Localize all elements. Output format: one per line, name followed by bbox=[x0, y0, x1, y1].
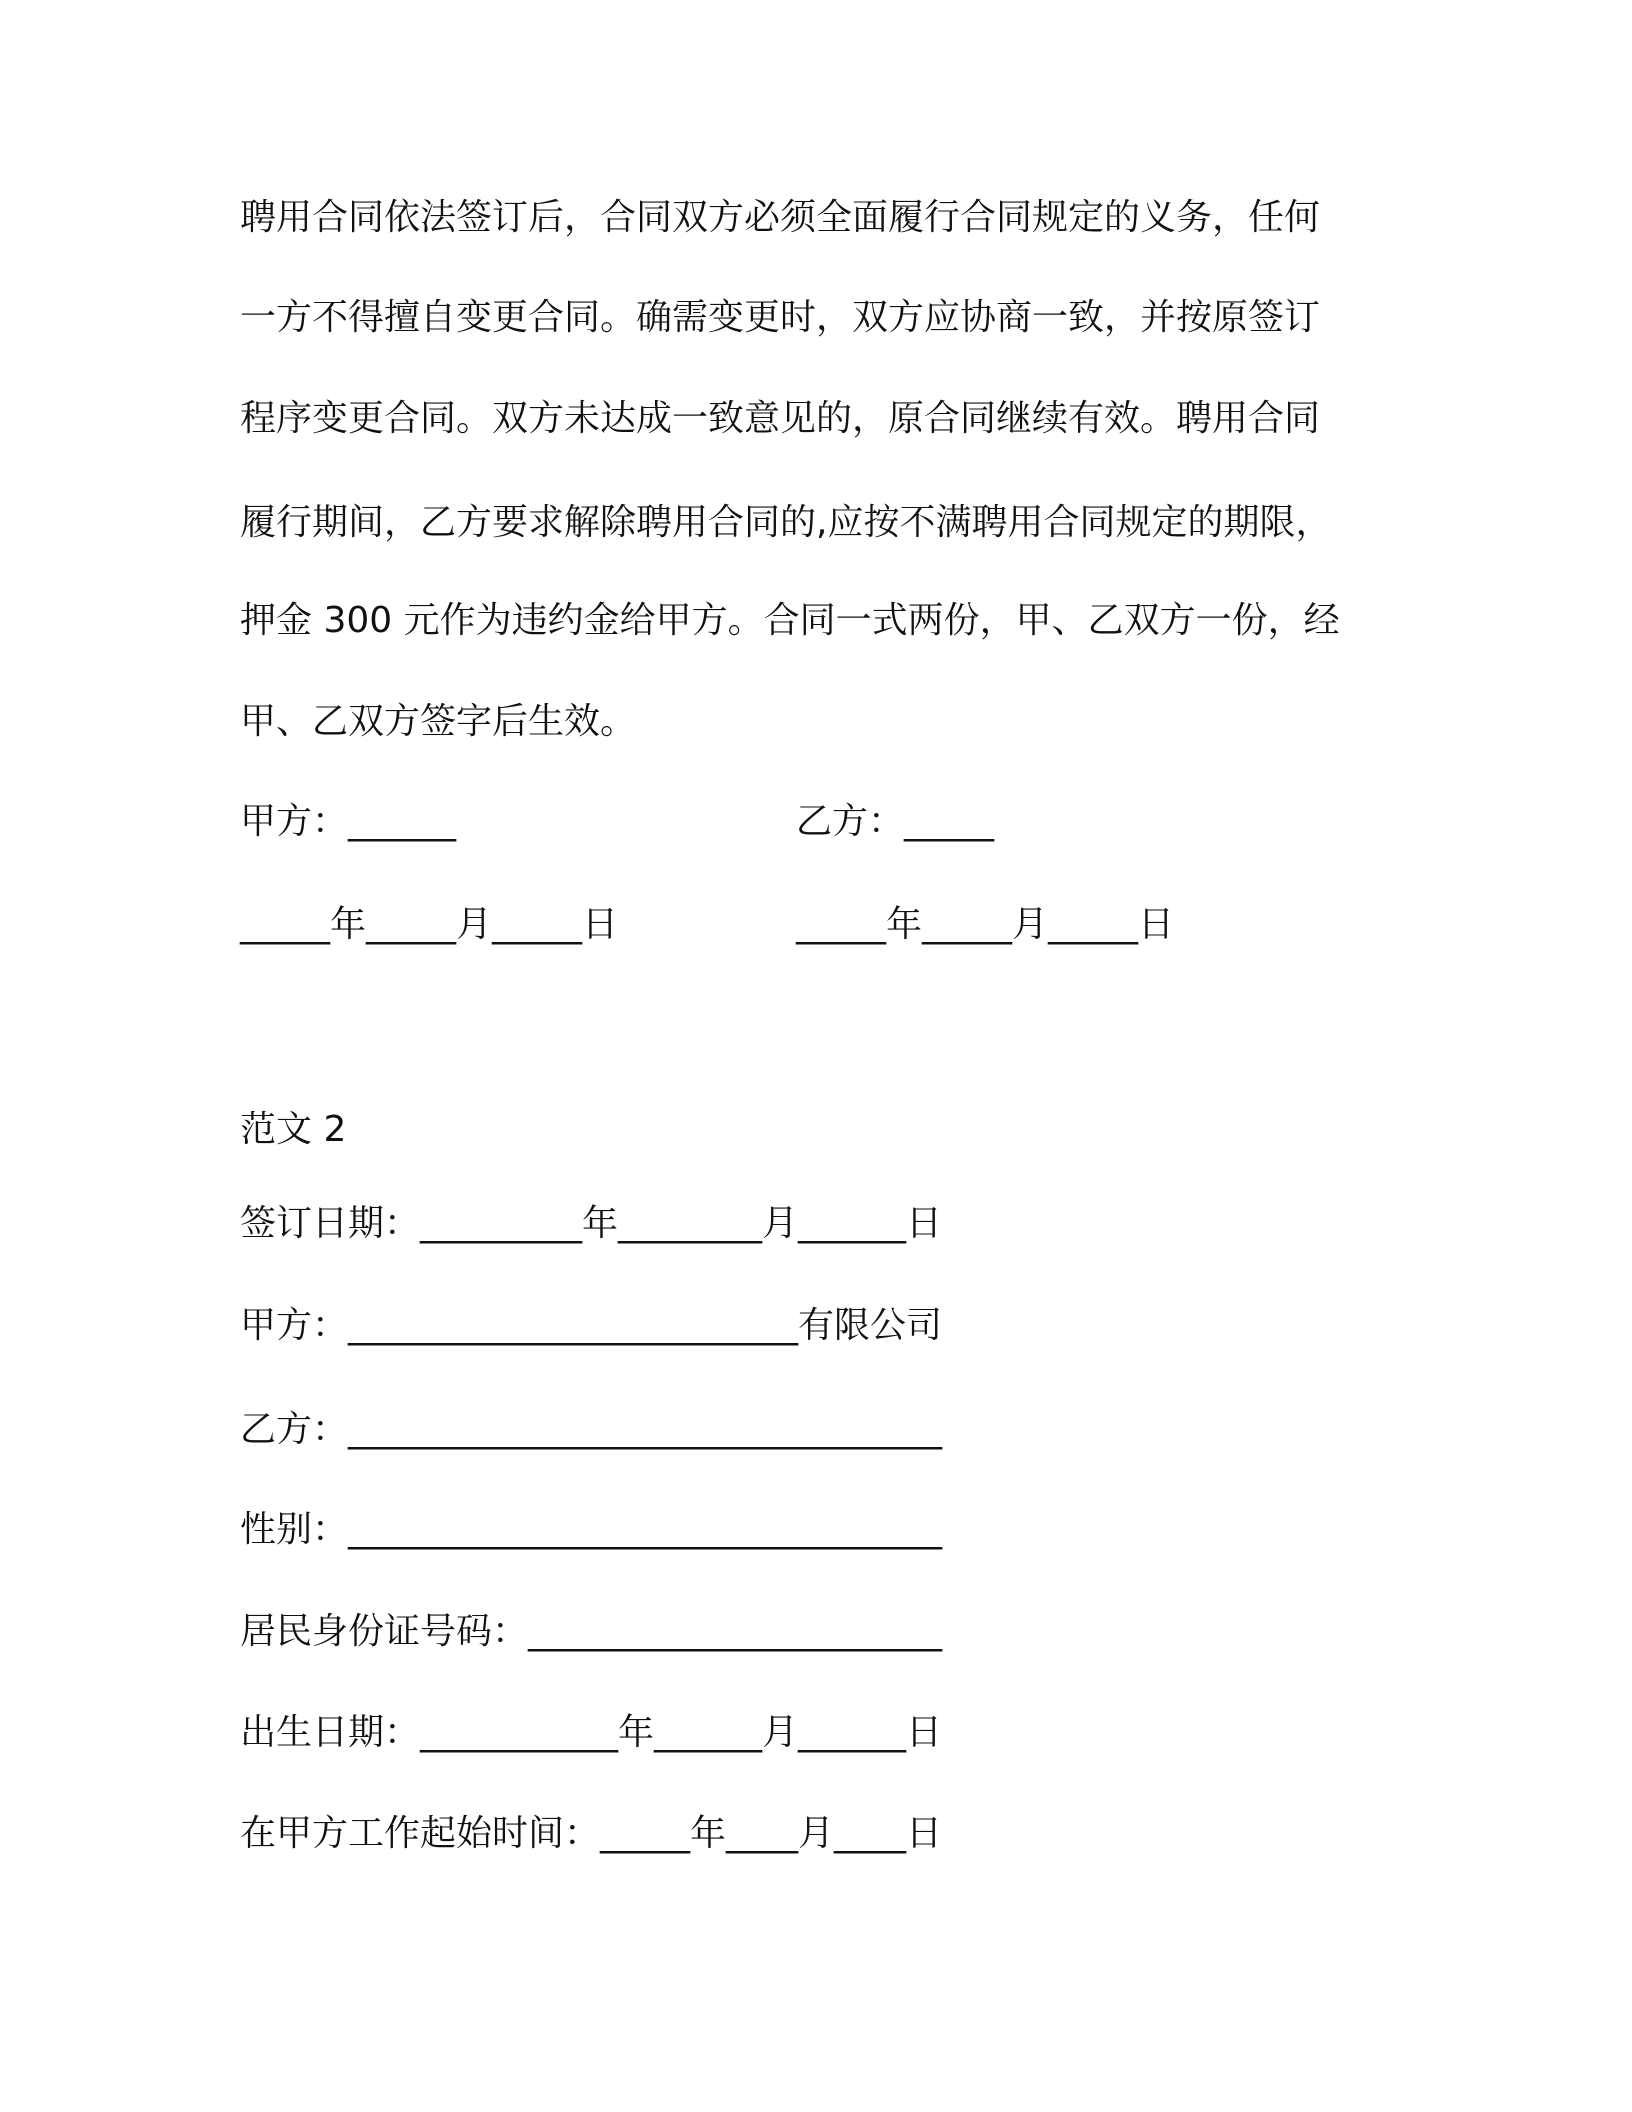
paragraph-line-4: 履行期间，乙方要求解除聘用合同的,应按不满聘用合同规定的期限， bbox=[240, 502, 1332, 543]
party-b-field: 乙方：_________________________________ bbox=[240, 1409, 943, 1450]
gender-field: 性别：_________________________________ bbox=[240, 1509, 943, 1550]
signing-date-field: 签订日期：_________年________月______日 bbox=[240, 1203, 943, 1244]
paragraph-line-3: 程序变更合同。双方未达成一致意见的，原合同继续有效。聘用合同 bbox=[240, 398, 1321, 439]
paragraph-line-2: 一方不得擅自变更合同。确需变更时，双方应协商一致，并按原签订 bbox=[240, 297, 1321, 338]
section-heading: 范文 2 bbox=[240, 1109, 347, 1150]
party-b-signature: 乙方：_____ bbox=[796, 801, 995, 842]
birth-date-field: 出生日期：___________年______月______日 bbox=[240, 1712, 943, 1753]
party-a-company-field: 甲方：_________________________有限公司 bbox=[240, 1305, 943, 1346]
paragraph-line-5: 押金 300 元作为违约金给甲方。合同一式两份，甲、乙双方一份，经 bbox=[240, 600, 1340, 641]
party-a-signature: 甲方：______ bbox=[240, 801, 457, 842]
employment-start-field: 在甲方工作起始时间：_____年____月____日 bbox=[240, 1813, 943, 1854]
party-b-date: _____年_____月_____日 bbox=[796, 904, 1174, 945]
paragraph-line-6: 甲、乙双方签字后生效。 bbox=[240, 701, 637, 742]
id-number-field: 居民身份证号码：_______________________ bbox=[240, 1611, 943, 1652]
paragraph-line-1: 聘用合同依法签订后，合同双方必须全面履行合同规定的义务，任何 bbox=[240, 197, 1321, 238]
party-a-date: _____年_____月_____日 bbox=[240, 904, 618, 945]
